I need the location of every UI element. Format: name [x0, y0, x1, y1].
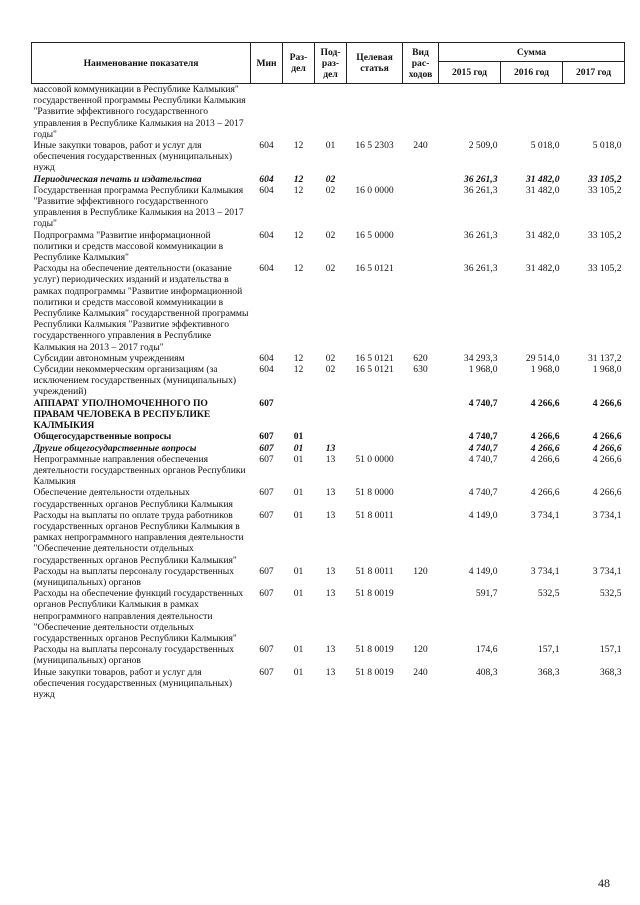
cell-cs: 16 5 0121	[355, 352, 394, 364]
cell-rz: 12	[293, 352, 304, 364]
header-sum: Сумма	[439, 43, 625, 62]
cell-min: 607	[259, 509, 274, 521]
cell-min: 607	[259, 666, 274, 678]
table-row	[32, 443, 625, 454]
cell-cs: 16 5 2303	[355, 140, 394, 152]
cell-y2015: 1 968,0	[468, 364, 498, 376]
cell-rz: 01	[293, 453, 304, 465]
cell-y2015: 408,3	[475, 666, 498, 678]
cell-rz: 01	[293, 588, 304, 600]
cell-y2016: 368,3	[537, 666, 560, 678]
cell-pr: 13	[325, 487, 336, 499]
cell-vr: 630	[413, 364, 428, 376]
cell-y2016: 31 482,0	[525, 173, 560, 185]
cell-min: 604	[259, 263, 274, 275]
cell-min: 604	[259, 184, 274, 196]
cell-y2017: 31 137,2	[587, 352, 622, 364]
cell-cs: 51 8 0011	[355, 565, 394, 577]
cell-min: 607	[259, 588, 274, 600]
cell-pr: 13	[325, 442, 336, 454]
cell-vr: 620	[413, 352, 428, 364]
cell-min: 607	[259, 565, 274, 577]
cell-y2017: 3 734,1	[592, 565, 622, 577]
cell-vr	[403, 84, 439, 141]
cell-y2016	[501, 84, 563, 141]
cell-y2016: 4 266,6	[530, 431, 560, 443]
header-razdel: Раз- дел	[283, 43, 315, 84]
cell-min: 607	[259, 487, 274, 499]
cell-y2015: 591,7	[475, 588, 498, 600]
cell-y2017	[563, 84, 625, 141]
cell-y2016: 3 734,1	[530, 565, 560, 577]
cell-y2016: 4 266,6	[530, 453, 560, 465]
cell-min: 604	[259, 140, 274, 152]
cell-name: Субсидии некоммерческим организациям (за исключением государственных (муниципальных) учреждений)	[33, 364, 237, 398]
cell-name: АППАРАТ УПОЛНОМОЧЕННОГО ПО ПРАВАМ ЧЕЛОВЕКА В РЕСПУБЛИКЕ КАЛМЫКИЯ	[33, 397, 211, 432]
cell-cs	[347, 443, 403, 454]
cell-name: Подпрограмма "Развитие информационной политики и средств массовой коммуникации в Республике Калмыкия"	[33, 229, 224, 264]
table-row	[32, 353, 625, 364]
cell-y2015: 36 261,3	[463, 173, 498, 185]
cell-cs: 51 8 0019	[355, 666, 394, 678]
cell-cs: 16 5 0121	[355, 364, 394, 376]
cell-y2017: 33 105,2	[587, 173, 622, 185]
table-row	[32, 398, 625, 432]
cell-y2016: 532,5	[537, 588, 560, 600]
cell-y2015: 4 740,7	[468, 453, 498, 465]
header-vid: Вид рас- ходов	[403, 43, 439, 84]
cell-cs: 51 8 0011	[355, 509, 394, 521]
cell-name: Обеспечение деятельности отдельных государственных органов Республики Калмыкия	[33, 487, 233, 510]
cell-pr: 02	[325, 184, 336, 196]
cell-min: 607	[259, 442, 274, 454]
cell-y2017: 1 968,0	[592, 364, 622, 376]
cell-y2016: 31 482,0	[525, 229, 560, 241]
cell-pr: 02	[325, 364, 336, 376]
table-row	[32, 185, 625, 230]
cell-name: Иные закупки товаров, работ и услуг для обеспечения государственных (муниципальных) нужд	[33, 666, 233, 700]
cell-y2017: 4 266,6	[592, 453, 622, 465]
cell-pr: 13	[325, 588, 336, 600]
cell-pr: 02	[325, 229, 336, 241]
cell-min: 604	[259, 352, 274, 364]
cell-name: Расходы на выплаты персоналу государственных (муниципальных) органов	[33, 644, 235, 667]
header-target: Целевая статья	[347, 43, 403, 84]
cell-y2015: 36 261,3	[463, 229, 498, 241]
cell-rz: 12	[293, 229, 304, 241]
cell-y2017: 33 105,2	[587, 184, 622, 196]
table-row	[32, 588, 625, 644]
cell-y2017: 4 266,6	[592, 442, 622, 454]
cell-rz: 01	[293, 666, 304, 678]
cell-pr: 13	[325, 644, 336, 656]
cell-cs: 51 8 0000	[355, 487, 394, 499]
cell-y2015: 4 740,7	[468, 397, 498, 409]
cell-rz: 12	[293, 173, 304, 185]
table-row	[32, 174, 625, 185]
table-row	[32, 667, 625, 701]
cell-y2017: 157,1	[599, 644, 622, 656]
cell-cs: 16 5 0121	[355, 263, 394, 275]
cell-y2017: 368,3	[599, 666, 622, 678]
cell-name: Непрограммные направления обеспечения деятельности государственных органов Республики Калмыкия	[33, 453, 246, 488]
cell-y2016: 4 266,6	[530, 397, 560, 409]
cell-y2017: 33 105,2	[587, 229, 622, 241]
cell-min: 607	[259, 644, 274, 656]
cell-y2016: 31 482,0	[525, 184, 560, 196]
cell-vr: 120	[413, 644, 428, 656]
header-min: Мин	[251, 43, 283, 84]
cell-rz: 01	[293, 509, 304, 521]
cell-pr	[315, 84, 347, 141]
cell-vr: 240	[413, 666, 428, 678]
cell-rz: 01	[293, 431, 304, 443]
cell-pr: 13	[325, 453, 336, 465]
cell-name: массовой коммуникации в Республике Калмыкия" государственной программы Республики Калмыкия "Развитие эффективного государственного управления в Республике Калмыкия на 2013 – 2017 годы"	[33, 84, 246, 140]
cell-y2015: 4 740,7	[468, 442, 498, 454]
cell-rz	[283, 398, 315, 432]
cell-vr	[403, 454, 439, 488]
cell-vr	[403, 230, 439, 264]
table-row	[32, 140, 625, 174]
cell-vr	[403, 487, 439, 509]
cell-y2016: 5 018,0	[530, 140, 560, 152]
cell-y2017: 4 266,6	[592, 397, 622, 409]
cell-min: 604	[259, 173, 274, 185]
cell-name: Общегосударственные вопросы	[33, 431, 172, 443]
cell-name: Периодическая печать и издательства	[33, 173, 202, 185]
page-number: 48	[598, 876, 610, 890]
table-row	[32, 487, 625, 509]
cell-pr: 13	[325, 565, 336, 577]
cell-y2017: 4 266,6	[592, 431, 622, 443]
cell-pr	[315, 398, 347, 432]
table-row	[32, 230, 625, 264]
table-row	[32, 454, 625, 488]
cell-vr	[403, 431, 439, 442]
cell-vr	[403, 510, 439, 566]
cell-rz: 12	[293, 263, 304, 275]
cell-vr: 240	[413, 140, 428, 152]
table-row	[32, 644, 625, 666]
cell-y2015: 2 509,0	[468, 140, 498, 152]
cell-name: Другие общегосударственные вопросы	[33, 442, 197, 454]
cell-name: Расходы на обеспечение деятельности (оказание услуг) периодических изданий и издательства в рамках подпрограммы "Развитие информационной политики и средств массовой коммуникации в Республике Калмыкия" государственной программы Республики Калмыкия "Развитие эффективного государственного управления в Республике Калмыкия на 2013 – 2017 годы"	[33, 263, 249, 353]
cell-y2017: 33 105,2	[587, 263, 622, 275]
cell-y2017: 3 734,1	[592, 509, 622, 521]
cell-vr	[403, 263, 439, 353]
cell-y2016: 29 514,0	[525, 352, 560, 364]
cell-vr	[403, 185, 439, 230]
table-row	[32, 566, 625, 588]
cell-y2015	[439, 84, 501, 141]
header-2015: 2015 год	[439, 62, 501, 84]
cell-vr: 120	[413, 565, 428, 577]
cell-vr	[403, 588, 439, 644]
table-row	[32, 431, 625, 442]
cell-cs: 51 0 0000	[355, 453, 394, 465]
cell-cs: 16 5 0000	[355, 229, 394, 241]
cell-y2015: 34 293,3	[463, 352, 498, 364]
cell-rz: 01	[293, 644, 304, 656]
cell-cs: 51 8 0019	[355, 588, 394, 600]
cell-rz: 01	[293, 442, 304, 454]
cell-cs	[347, 398, 403, 432]
cell-cs: 16 0 0000	[355, 184, 394, 196]
cell-min	[251, 84, 283, 141]
cell-rz: 12	[293, 140, 304, 152]
cell-cs	[347, 431, 403, 442]
cell-y2017: 4 266,6	[592, 487, 622, 499]
cell-vr	[403, 398, 439, 432]
table-row	[32, 263, 625, 353]
cell-pr: 01	[325, 140, 336, 152]
cell-pr: 02	[325, 173, 336, 185]
cell-y2015: 4 149,0	[468, 565, 498, 577]
header-name: Наименование показателя	[32, 43, 251, 84]
cell-y2017: 532,5	[599, 588, 622, 600]
cell-pr: 02	[325, 263, 336, 275]
cell-cs	[347, 84, 403, 141]
cell-cs: 51 8 0019	[355, 644, 394, 656]
header-2016: 2016 год	[501, 62, 563, 84]
cell-vr	[403, 174, 439, 185]
cell-cs	[347, 174, 403, 185]
cell-y2016: 4 266,6	[530, 442, 560, 454]
cell-name: Расходы на обеспечение функций государственных органов Республики Калмыкия в рамках непрограммного направления деятельности "Обеспечение деятельности отдельных государственных органов Республики Калмыкия"	[33, 588, 244, 644]
cell-rz: 12	[293, 364, 304, 376]
cell-min: 607	[259, 397, 274, 409]
table-row	[32, 84, 625, 141]
cell-rz	[283, 84, 315, 141]
cell-y2015: 174,6	[475, 644, 498, 656]
cell-y2017: 5 018,0	[592, 140, 622, 152]
cell-name: Иные закупки товаров, работ и услуг для обеспечения государственных (муниципальных) нужд	[33, 140, 233, 174]
table-row	[32, 364, 625, 398]
cell-rz: 01	[293, 487, 304, 499]
cell-y2016: 3 734,1	[530, 509, 560, 521]
header-2017: 2017 год	[563, 62, 625, 84]
table-row	[32, 510, 625, 566]
cell-min: 604	[259, 229, 274, 241]
header-podrazdel: Под- раз- дел	[315, 43, 347, 84]
cell-pr	[315, 431, 347, 442]
cell-name: Государственная программа Республики Калмыкия "Развитие эффективного государственного управления в Республике Калмыкия на 2013 – 2017 годы"	[33, 184, 244, 230]
budget-table	[31, 42, 625, 700]
cell-vr	[403, 443, 439, 454]
cell-name: Расходы на выплаты по оплате труда работников государственных органов Республики Калмыкия в рамках непрограммного направления деятельности "Обеспечение деятельности отдельных государственных органов Республики Калмыкия"	[33, 509, 244, 566]
cell-y2016: 1 968,0	[530, 364, 560, 376]
cell-y2015: 4 740,7	[468, 431, 498, 443]
cell-y2015: 4 740,7	[468, 487, 498, 499]
cell-y2015: 36 261,3	[463, 184, 498, 196]
cell-y2016: 31 482,0	[525, 263, 560, 275]
cell-min: 607	[259, 431, 274, 443]
cell-name: Субсидии автономным учреждениям	[33, 352, 185, 364]
cell-y2016: 4 266,6	[530, 487, 560, 499]
cell-pr: 13	[325, 666, 336, 678]
cell-name: Расходы на выплаты персоналу государственных (муниципальных) органов	[33, 565, 235, 588]
cell-min: 604	[259, 364, 274, 376]
cell-rz: 01	[293, 565, 304, 577]
cell-pr: 13	[325, 509, 336, 521]
cell-y2015: 4 149,0	[468, 509, 498, 521]
cell-y2015: 36 261,3	[463, 263, 498, 275]
cell-min: 607	[259, 453, 274, 465]
cell-pr: 02	[325, 352, 336, 364]
cell-y2016: 157,1	[537, 644, 560, 656]
cell-rz: 12	[293, 184, 304, 196]
table-body	[32, 84, 625, 701]
